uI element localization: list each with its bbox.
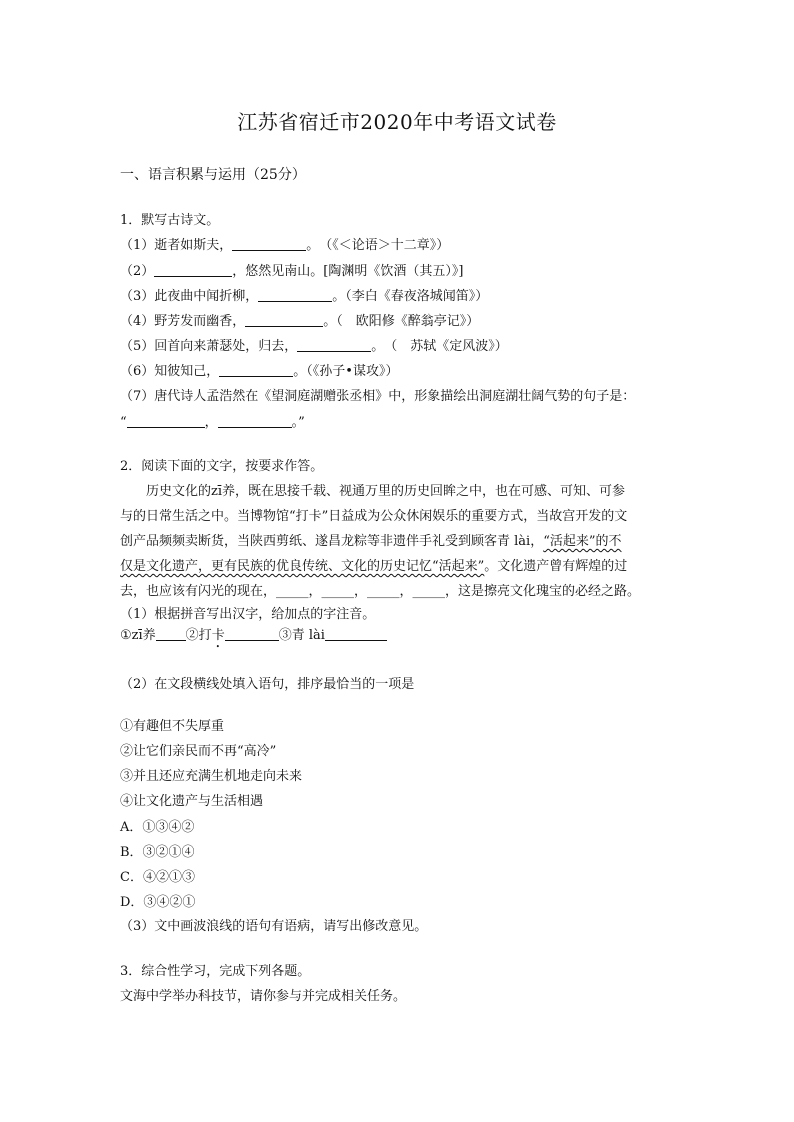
q2-sub-1: （1）根据拼音写出汉字，给加点的字注音。 xyxy=(120,607,376,622)
answer-blank[interactable] xyxy=(325,627,387,641)
answer-blank[interactable] xyxy=(225,627,279,641)
option-sentence: ①有趣但不失厚重 xyxy=(120,719,225,734)
option-sentence: ④让文化遗产与生活相遇 xyxy=(120,794,264,809)
q1-item-3: （3）此夜曲中闻折柳， 。（李白《春夜洛城闻笛》） xyxy=(120,289,489,304)
choice-a[interactable]: A．①③④② xyxy=(120,820,195,835)
page-title: 江苏省宿迁市2020年中考语文试卷 xyxy=(237,110,557,134)
wavy-underlined-sentence: “活起来”的不 xyxy=(543,534,622,549)
answer-blank[interactable] xyxy=(156,627,186,641)
q2-passage-line: 与的日常生活之中。当博物馆“打卡”日益成为公众休闲娱乐的重要方式，当故宫开发的文 xyxy=(120,509,628,524)
answer-blank[interactable] xyxy=(297,338,371,352)
q1-stem: 1．默写古诗文。 xyxy=(120,213,220,228)
q3-intro: 文海中学举办科技节，请你参与并完成相关任务。 xyxy=(120,989,407,1004)
answer-blank[interactable] xyxy=(127,414,205,428)
q1-item-7: （7）唐代诗人孟浩然在《望洞庭湖赠张丞相》中，形象描绘出洞庭湖壮阔气势的句子是： xyxy=(120,389,636,404)
answer-blank[interactable] xyxy=(218,414,292,428)
q1-item-1: （1）逝者如斯夫， 。 （《＜论语＞十二章》） xyxy=(120,238,450,253)
q3-stem: 3．综合性学习，完成下列各题。 xyxy=(120,964,311,979)
q1-item-2: （2） ，悠然见南山。[陶渊明《饮酒（其五）》] xyxy=(120,264,464,279)
q1-item-6: （6）知彼知己， 。（《孙子•谋攻》） xyxy=(120,364,399,379)
answer-blank[interactable] xyxy=(154,263,232,277)
answer-blank[interactable] xyxy=(245,313,323,327)
dotted-char: 卡 xyxy=(211,628,225,643)
choice-b[interactable]: B．③②①④ xyxy=(120,845,195,860)
wavy-underlined-sentence: 仅是文化遗产，更有民族的优良传统、文化的历史记忆“活起来” xyxy=(120,559,485,574)
option-sentence: ②让它们亲民而不再“高冷” xyxy=(120,744,277,759)
choice-c[interactable]: C．④②①③ xyxy=(120,870,195,885)
q1-item-5: （5）回首向来萧瑟处，归去， 。 （ 苏轼《定风波》） xyxy=(120,339,508,354)
answer-blank[interactable] xyxy=(219,363,293,377)
option-sentence: ③并且还应充满生机地走向未来 xyxy=(120,769,303,784)
section-heading: 一、语言积累与运用（25分） xyxy=(120,167,306,183)
q1-item-7-blanks: “ ， 。” xyxy=(120,415,305,430)
q2-sub-2: （2）在文段横线处填入语句，排序最恰当的一项是 xyxy=(120,677,415,692)
q2-passage-line: 去，也应该有闪光的现在，_____，_____，_____，_____，这是擦亮文化瑰宝的必经之路。 xyxy=(120,584,641,599)
q2-passage-line: 创产品频频卖断货，当陕西剪纸、遂昌龙粽等非遗伴手礼受到顾客青 lài，“活起来”的不 xyxy=(120,534,622,549)
answer-blank[interactable] xyxy=(258,288,332,302)
q2-sub-3: （3）文中画波浪线的语句有语病，请写出修改意见。 xyxy=(120,919,428,934)
answer-blank[interactable] xyxy=(232,237,306,251)
q2-passage-line: 历史文化的zī养，既在思接千载、视通万里的历史回眸之中，也在可感、可知、可参 xyxy=(120,484,626,499)
q2-stem: 2．阅读下面的文字，按要求作答。 xyxy=(120,459,324,474)
q2-passage-line: 仅是文化遗产，更有民族的优良传统、文化的历史记忆“活起来”。文化遗产曾有辉煌的过 xyxy=(120,559,628,574)
q1-item-4: （4）野芳发而幽香， 。（ 欧阳修《醉翁亭记》） xyxy=(120,314,480,329)
q2-sub-1-answers: ①zī养 ②打卡 ③青 lài xyxy=(120,627,680,651)
choice-d[interactable]: D．③④②① xyxy=(120,895,196,910)
